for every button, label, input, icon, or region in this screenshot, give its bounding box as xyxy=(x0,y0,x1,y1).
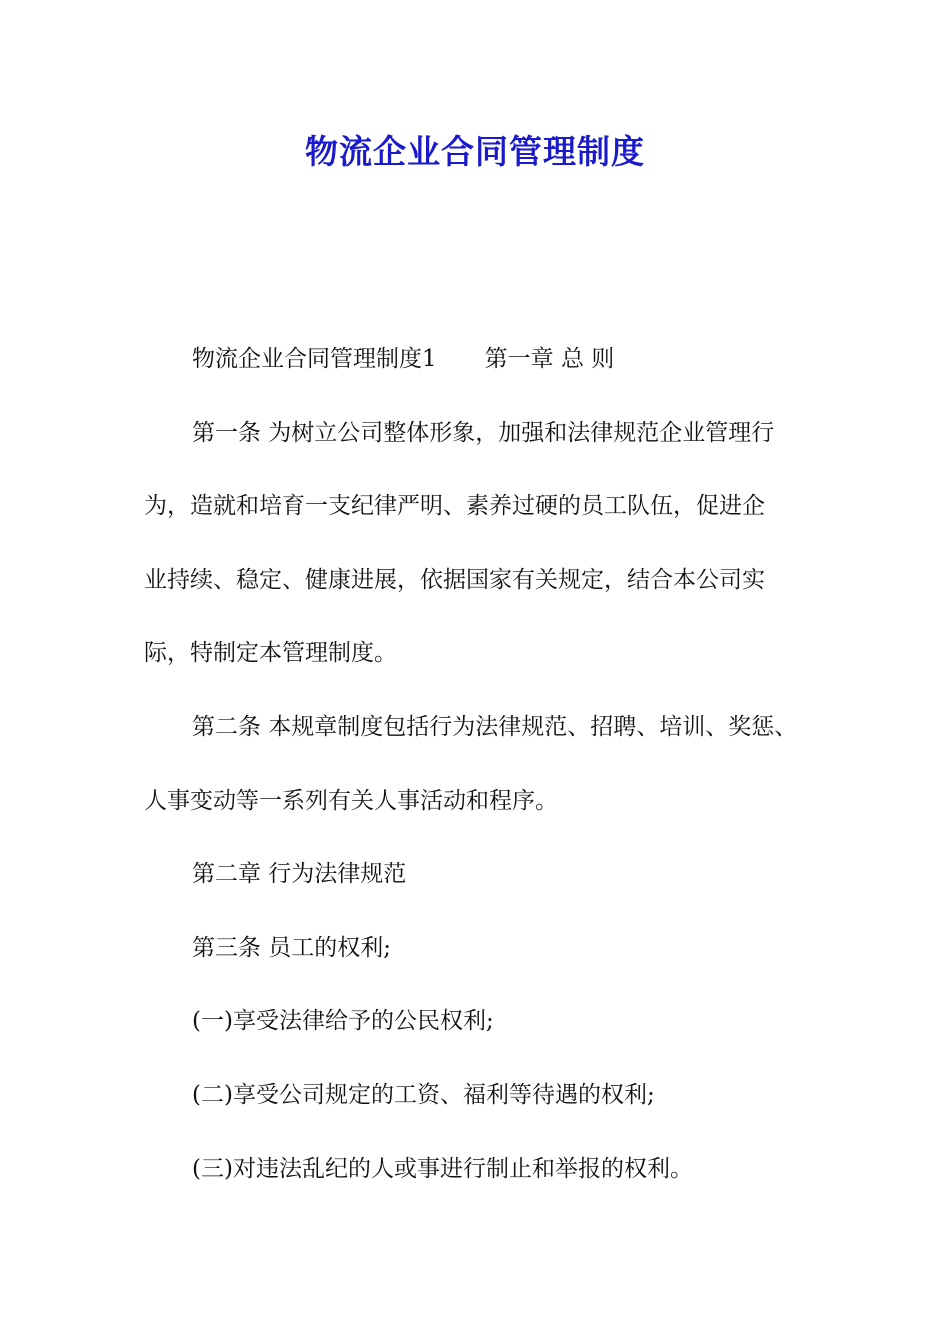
chapter-heading: 第二章 行为法律规范 xyxy=(192,861,407,888)
list-item: (二)享受公司规定的工资、福利等待遇的权利; xyxy=(192,1081,655,1108)
paragraph-line: 业持续、稳定、健康进展，依据国家有关规定，结合本公司实 xyxy=(144,566,765,593)
document-body xyxy=(144,339,834,1222)
paragraph-line: 第三条 员工的权利; xyxy=(192,934,392,961)
list-item: (一)享受法律给予的公民权利; xyxy=(192,1008,494,1035)
paragraph-line: 第二条 本规章制度包括行为法律规范、招聘、培训、奖惩、 xyxy=(192,713,798,740)
paragraph-line: 人事变动等一系列有关人事活动和程序。 xyxy=(144,787,558,814)
line-text: 物流企业合同管理制度1 xyxy=(192,346,437,372)
paragraph-line xyxy=(144,339,834,413)
list-item: (三)对违法乱纪的人或事进行制止和举报的权利。 xyxy=(192,1155,693,1182)
paragraph-line: 为，造就和培育一支纪律严明、素养过硬的员工队伍，促进企 xyxy=(144,493,765,520)
document-title: 物流企业合同管理制度 xyxy=(305,132,645,171)
paragraph-line: 际，特制定本管理制度。 xyxy=(144,640,397,667)
chapter-heading: 第一章 总 则 xyxy=(484,346,615,372)
paragraph-line: 第一条 为树立公司整体形象，加强和法律规范企业管理行 xyxy=(192,419,775,446)
